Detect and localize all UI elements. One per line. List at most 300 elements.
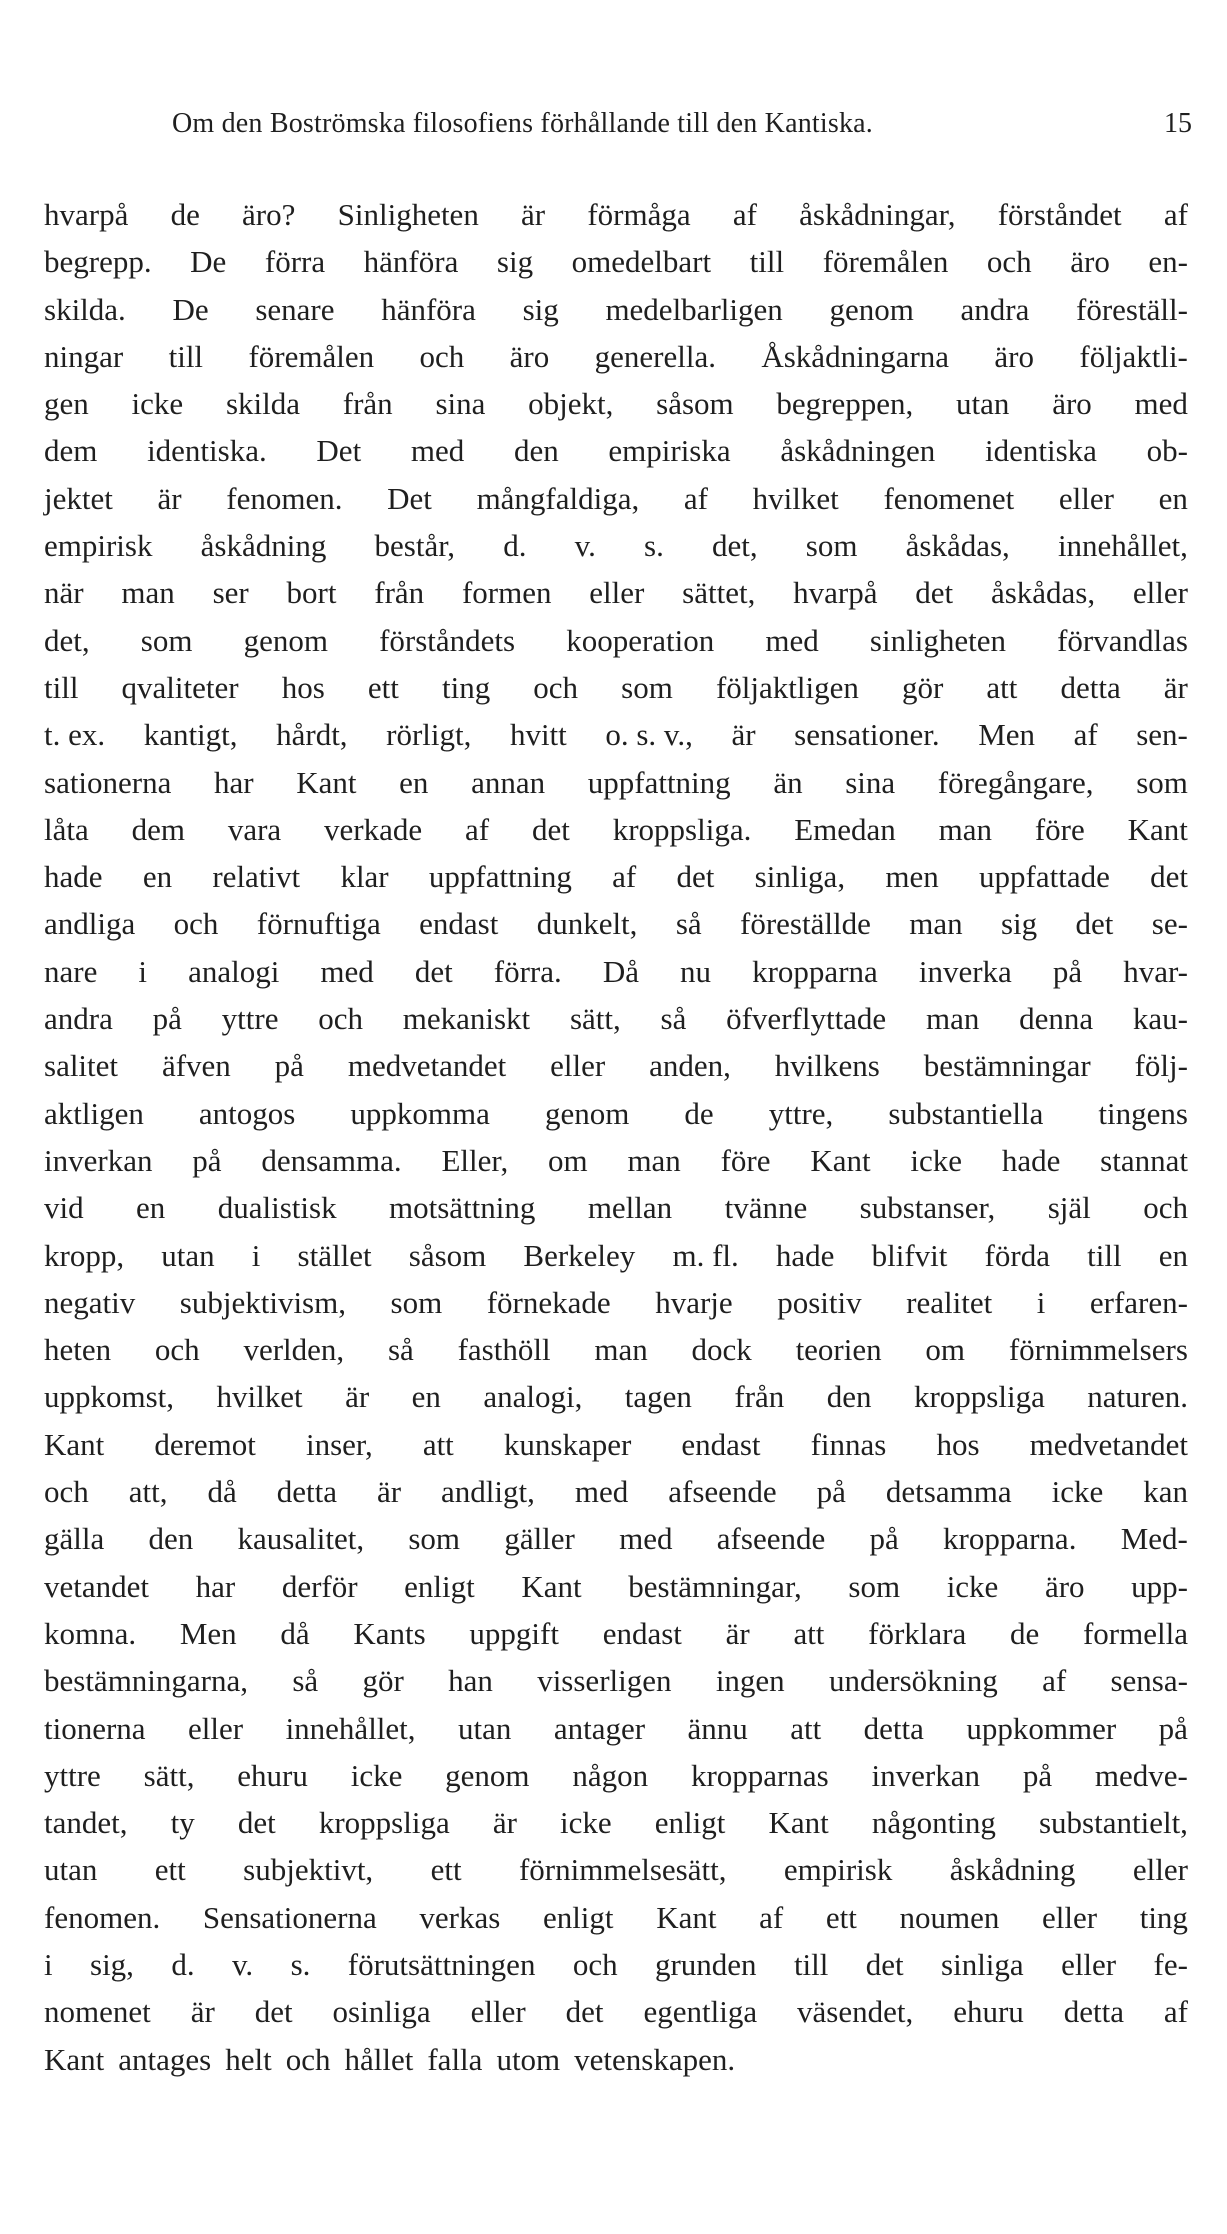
text-word: med — [619, 1521, 673, 1557]
text-word: sinliga — [941, 1946, 1024, 1982]
text-word: som — [408, 1521, 461, 1557]
text-word: s. — [290, 1946, 311, 1982]
text-word: hvarpå — [793, 575, 878, 611]
text-word: gäller — [504, 1521, 575, 1557]
text-word: sina — [435, 386, 486, 422]
text-word: icke — [910, 1142, 963, 1178]
text-word: som — [621, 669, 673, 705]
text-word: åskådning — [200, 528, 327, 564]
text-word: densamma. — [261, 1142, 402, 1178]
text-word: med — [410, 433, 465, 469]
text-word: äro — [994, 338, 1035, 374]
text-word: eller — [550, 1048, 606, 1084]
text-word: förklara — [868, 1615, 967, 1651]
text-line — [44, 475, 1188, 522]
text-word: följaktligen — [715, 669, 859, 705]
text-line — [44, 1563, 1188, 1610]
text-word: medvetandet — [347, 1048, 507, 1084]
text-word: v. — [231, 1946, 254, 1982]
text-word: med — [320, 953, 374, 989]
text-word: fenomen. — [226, 480, 343, 516]
text-line — [44, 1610, 1188, 1657]
text-line — [44, 1042, 1188, 1089]
text-word: sationerna — [44, 764, 172, 800]
text-word: visserligen — [537, 1663, 672, 1699]
text-word: kropp, — [44, 1237, 125, 1273]
text-word: jektet — [44, 480, 113, 516]
text-word: ehuru — [953, 1994, 1024, 2030]
text-word: äro — [1070, 244, 1110, 280]
text-word: en- — [1148, 244, 1188, 280]
text-word: Kants — [353, 1615, 426, 1651]
text-word: De — [190, 244, 227, 280]
text-word: stannat — [1100, 1142, 1188, 1178]
text-word: skilda. — [44, 291, 126, 327]
text-word: ett — [154, 1852, 186, 1888]
text-word: ännu — [687, 1710, 748, 1746]
text-word: hade — [775, 1237, 835, 1273]
text-word: till — [44, 669, 79, 705]
text-line — [44, 995, 1188, 1042]
text-word: hvilket — [216, 1379, 303, 1415]
text-word: Det — [387, 480, 432, 516]
text-word: man — [594, 1332, 648, 1368]
text-word: sätt, — [569, 1001, 621, 1037]
text-word: man — [121, 575, 175, 611]
text-word: att — [793, 1615, 825, 1651]
text-word: m. fl. — [672, 1237, 739, 1273]
text-line — [44, 427, 1188, 474]
text-word: han — [448, 1663, 493, 1699]
text-word: äro — [1052, 386, 1092, 422]
text-word: andliga — [44, 906, 136, 942]
text-word: så — [675, 906, 702, 942]
text-word: hänföra — [363, 244, 459, 280]
text-word: har — [195, 1568, 236, 1604]
text-word: identiska. — [147, 433, 267, 469]
text-line — [44, 1373, 1188, 1420]
text-word: icke — [131, 386, 184, 422]
text-word: att — [790, 1710, 822, 1746]
text-word: på — [152, 1001, 182, 1037]
text-word: i — [1036, 1284, 1046, 1320]
text-word: tingens — [1098, 1095, 1188, 1131]
text-word: Kant — [768, 1805, 829, 1841]
text-word: sinligheten — [869, 622, 1006, 658]
text-line — [44, 1988, 1188, 2035]
text-word: hos — [281, 669, 325, 705]
text-line — [44, 1657, 1188, 1704]
text-word: De — [172, 291, 209, 327]
text-word: förnekade — [486, 1284, 611, 1320]
text-word: helt — [225, 2041, 272, 2077]
text-word: bestämningar, — [628, 1568, 802, 1604]
text-word: utan — [458, 1710, 512, 1746]
text-word: inverka — [918, 953, 1012, 989]
text-word: föremålen — [822, 244, 949, 280]
text-word: detta — [1063, 1994, 1124, 2030]
text-word: då — [280, 1615, 310, 1651]
text-word: af — [465, 811, 490, 847]
text-word: till — [749, 244, 785, 280]
text-word: mekaniskt — [402, 1001, 531, 1037]
text-word: gen — [44, 386, 89, 422]
text-word: men — [885, 859, 939, 895]
text-word: eller — [1132, 575, 1188, 611]
text-word: ingen — [715, 1663, 785, 1699]
text-word: yttre — [221, 1001, 279, 1037]
text-word: motsättning — [389, 1190, 536, 1226]
text-word: det — [237, 1805, 276, 1841]
text-word: före — [1034, 811, 1085, 847]
text-line — [44, 1279, 1188, 1326]
text-line — [44, 617, 1188, 664]
text-word: noumen — [899, 1899, 1000, 1935]
text-word: andligt, — [441, 1474, 535, 1510]
text-word: af — [1163, 197, 1188, 232]
text-word: verkas — [419, 1899, 501, 1935]
text-word: annan — [471, 764, 546, 800]
text-word: en — [399, 764, 429, 800]
text-word: andra — [960, 291, 1030, 327]
text-word: ett — [825, 1899, 857, 1935]
text-word: kunskaper — [503, 1426, 632, 1462]
text-word: som — [140, 622, 193, 658]
text-word: öfverflyttade — [726, 1001, 887, 1037]
text-word: och — [1143, 1190, 1188, 1226]
text-word: formen — [461, 575, 552, 611]
text-word: förnimmelsesätt, — [518, 1852, 727, 1888]
text-word: blifvit — [871, 1237, 948, 1273]
text-word: det — [414, 953, 453, 989]
text-line — [44, 1515, 1188, 1562]
text-word: gör — [901, 669, 944, 705]
text-word: begrepp. — [44, 244, 152, 280]
text-word: Kant — [521, 1568, 582, 1604]
text-word: erfaren- — [1089, 1284, 1188, 1320]
text-word: ett — [430, 1852, 462, 1888]
text-word: finnas — [810, 1426, 887, 1462]
text-word: är — [725, 1615, 750, 1651]
text-line — [44, 806, 1188, 853]
text-word: åskådning — [949, 1852, 1076, 1888]
text-word: sig — [1000, 906, 1038, 942]
text-word: uppfattning — [428, 859, 572, 895]
text-word: hos — [936, 1426, 980, 1462]
text-word: begreppen, — [776, 386, 914, 422]
text-word: Kant — [1127, 811, 1188, 847]
text-word: kropparna. — [943, 1521, 1077, 1557]
text-word: kropparnas — [690, 1757, 829, 1793]
text-word: det — [531, 811, 570, 847]
text-word: af — [732, 197, 757, 232]
text-word: analogi, — [483, 1379, 583, 1415]
text-word: så — [292, 1663, 319, 1699]
text-word: enligt — [654, 1805, 726, 1841]
text-line — [44, 286, 1188, 333]
text-word: undersökning — [829, 1663, 998, 1699]
text-word: det — [254, 1994, 293, 2030]
text-word: och — [44, 1474, 89, 1510]
text-word: falla — [427, 2041, 483, 2077]
text-word: subjektivt, — [243, 1852, 374, 1888]
text-word: till — [793, 1946, 829, 1982]
text-word: verlden, — [243, 1332, 345, 1368]
text-word: endast — [602, 1615, 682, 1651]
text-word: Det — [316, 433, 362, 469]
text-word: hårdt, — [276, 717, 348, 753]
text-word: de — [1009, 1615, 1040, 1651]
text-word: är — [1163, 669, 1188, 705]
text-line — [44, 1137, 1188, 1184]
text-line — [44, 1090, 1188, 1137]
text-word: någon — [572, 1757, 649, 1793]
text-word: uppkommer — [966, 1710, 1117, 1746]
text-word: till — [168, 338, 204, 374]
text-word: substantielt, — [1038, 1805, 1188, 1841]
text-word: enligt — [542, 1899, 614, 1935]
text-word: kan — [1143, 1474, 1188, 1510]
text-word: andra — [44, 1001, 113, 1037]
text-word: i — [138, 953, 148, 989]
text-word: i — [44, 1946, 53, 1982]
text-word: före — [720, 1142, 771, 1178]
text-word: består, — [374, 528, 456, 564]
text-word: identiska — [984, 433, 1097, 469]
text-word: förvandlas — [1057, 622, 1188, 658]
text-word: afseende — [716, 1521, 826, 1557]
text-word: innehållet, — [1057, 528, 1188, 564]
text-word: då — [207, 1474, 237, 1510]
text-word: af — [1042, 1663, 1067, 1699]
text-word: tvänne — [724, 1190, 808, 1226]
text-word: komna. — [44, 1615, 137, 1651]
text-word: bestämningarna, — [44, 1663, 249, 1699]
text-line — [44, 1232, 1188, 1279]
text-word: dem — [131, 811, 185, 847]
text-word: af — [1073, 717, 1098, 753]
text-word: eller — [589, 575, 645, 611]
text-word: senare — [255, 291, 335, 327]
text-word: dunkelt, — [536, 906, 638, 942]
text-word: Då — [602, 953, 639, 989]
text-word: sig — [522, 291, 559, 327]
text-word: eller — [1061, 1946, 1117, 1982]
text-word: dualistisk — [217, 1190, 337, 1226]
text-word: fe- — [1153, 1946, 1188, 1982]
text-word: upp- — [1131, 1568, 1188, 1604]
text-word: v. — [574, 528, 596, 564]
text-line — [44, 1941, 1188, 1988]
text-word: mångfaldiga, — [476, 480, 640, 516]
text-word: heten — [44, 1332, 112, 1368]
text-word: substanser, — [859, 1190, 996, 1226]
text-line — [44, 238, 1188, 285]
text-word: eller — [1058, 480, 1114, 516]
text-word: hvarje — [655, 1284, 733, 1320]
text-word: från — [734, 1379, 785, 1415]
text-word: sina — [845, 764, 896, 800]
text-word: om — [925, 1332, 966, 1368]
text-word: enligt — [404, 1568, 475, 1604]
running-head: Om den Boströmska filosofiens förhållande till den Kantiska. — [172, 108, 873, 139]
text-word: o. s. v., — [605, 717, 693, 753]
text-word: är — [521, 197, 546, 232]
text-word: negativ — [44, 1284, 136, 1320]
text-word: på — [1052, 953, 1083, 989]
text-word: utom — [496, 2041, 561, 2077]
text-word: hvitt — [509, 717, 567, 753]
text-word: realitet — [906, 1284, 993, 1320]
text-word: uppfattning — [587, 764, 731, 800]
text-word: Emedan — [794, 811, 896, 847]
text-word: Kant — [656, 1899, 717, 1935]
text-word: medelbarligen — [605, 291, 783, 327]
text-line — [44, 2036, 1188, 2083]
text-word: icke — [946, 1568, 999, 1604]
text-word: det — [1075, 906, 1114, 942]
text-word: dem — [44, 433, 98, 469]
text-word: hvilkens — [774, 1048, 880, 1084]
text-word: till — [1087, 1237, 1122, 1273]
text-word: med — [765, 622, 819, 658]
text-word: själ — [1047, 1190, 1091, 1226]
text-word: hade — [1001, 1142, 1061, 1178]
text-word: den — [513, 433, 559, 469]
text-word: att, — [128, 1474, 168, 1510]
text-word: i — [251, 1237, 261, 1273]
text-word: qvaliteter — [121, 669, 239, 705]
text-word: af — [612, 859, 637, 895]
text-word: kooperation — [566, 622, 715, 658]
text-word: är — [345, 1379, 370, 1415]
text-word: skilda — [225, 386, 300, 422]
text-word: genom — [243, 622, 328, 658]
text-word: kroppsliga — [318, 1805, 450, 1841]
text-word: kau- — [1132, 1001, 1188, 1037]
text-word: sensa- — [1110, 1663, 1188, 1699]
text-word: sig, — [90, 1946, 134, 1982]
text-word: antager — [553, 1710, 646, 1746]
text-word: och — [173, 906, 219, 942]
text-word: ser — [212, 575, 249, 611]
text-word: förmåga — [587, 197, 691, 232]
text-word: hållet — [344, 2041, 414, 2077]
text-word: utan — [956, 386, 1010, 422]
text-word: tagen — [624, 1379, 692, 1415]
text-word: mellan — [587, 1190, 673, 1226]
text-word: objekt, — [528, 386, 614, 422]
text-word: en — [142, 859, 173, 895]
text-word: naturen. — [1087, 1379, 1188, 1415]
page-number: 15 — [1164, 108, 1192, 139]
text-word: nare — [44, 953, 98, 989]
text-word: derför — [281, 1568, 358, 1604]
text-word: grunden — [654, 1946, 757, 1982]
text-word: relativt — [212, 859, 301, 895]
text-word: eller — [188, 1710, 244, 1746]
text-word: hvilket — [752, 480, 839, 516]
text-word: om — [548, 1142, 588, 1178]
text-word: Kant — [810, 1142, 871, 1178]
text-word: d. — [171, 1946, 195, 1982]
text-word: tionerna — [44, 1710, 146, 1746]
text-word: medvetandet — [1029, 1426, 1188, 1462]
text-word: Men — [978, 717, 1036, 753]
text-word: följaktli- — [1079, 338, 1188, 374]
text-word: bort — [286, 575, 337, 611]
text-word: genom — [445, 1757, 530, 1793]
text-word: har — [214, 764, 254, 800]
page-header — [172, 108, 1202, 148]
text-word: och — [986, 244, 1032, 280]
text-word: än — [773, 764, 803, 800]
text-word: anden, — [649, 1048, 731, 1084]
text-word: nu — [680, 953, 712, 989]
text-word: gör — [362, 1663, 404, 1699]
text-word: vara — [227, 811, 282, 847]
text-word: förståndets — [379, 622, 516, 658]
text-word: äro? — [242, 197, 296, 232]
text-word: förra. — [493, 953, 562, 989]
text-word: detsamma — [885, 1474, 1012, 1510]
text-word: som — [848, 1568, 901, 1604]
text-word: de — [684, 1095, 714, 1131]
text-word: fasthöll — [457, 1332, 551, 1368]
text-word: följ- — [1134, 1048, 1188, 1084]
text-word: hade — [44, 859, 103, 895]
text-word: ningar — [44, 338, 124, 374]
text-word: af — [683, 480, 709, 516]
text-word: d. — [503, 528, 527, 564]
text-word: på — [816, 1474, 846, 1510]
text-word: är — [376, 1474, 402, 1510]
text-word: hänföra — [381, 291, 476, 327]
text-word: åskådas, — [905, 528, 1010, 564]
text-word: hvarpå — [44, 197, 129, 232]
text-word: af — [1163, 1994, 1188, 2030]
text-word: denna — [1019, 1001, 1094, 1037]
text-word: när — [44, 575, 84, 611]
text-word: af — [759, 1899, 784, 1935]
text-word: från — [342, 386, 393, 422]
text-line — [44, 522, 1188, 569]
text-word: man — [909, 906, 963, 942]
text-word: nomenet — [44, 1994, 151, 2030]
text-word: deremot — [154, 1426, 256, 1462]
text-word: och — [572, 1946, 618, 1982]
text-word: en — [411, 1379, 441, 1415]
text-word: inverkan — [871, 1757, 980, 1793]
text-word: på — [274, 1048, 304, 1084]
text-word: uppkomst, — [44, 1379, 175, 1415]
text-word: man — [938, 811, 992, 847]
text-word: ting — [1139, 1899, 1188, 1935]
text-word: Åskådningarna — [761, 338, 950, 374]
text-word: uppgift — [469, 1615, 559, 1651]
text-line — [44, 900, 1188, 947]
text-word: sinliga, — [754, 859, 846, 895]
text-word: utan — [161, 1237, 215, 1273]
text-word: kantigt, — [143, 717, 238, 753]
text-word: utan — [44, 1852, 98, 1888]
text-word: det — [565, 1994, 604, 2030]
text-line — [44, 1326, 1188, 1373]
text-word: som — [805, 528, 858, 564]
text-word: teorien — [795, 1332, 882, 1368]
text-word: uppfattade — [979, 859, 1110, 895]
text-line — [44, 191, 1188, 238]
